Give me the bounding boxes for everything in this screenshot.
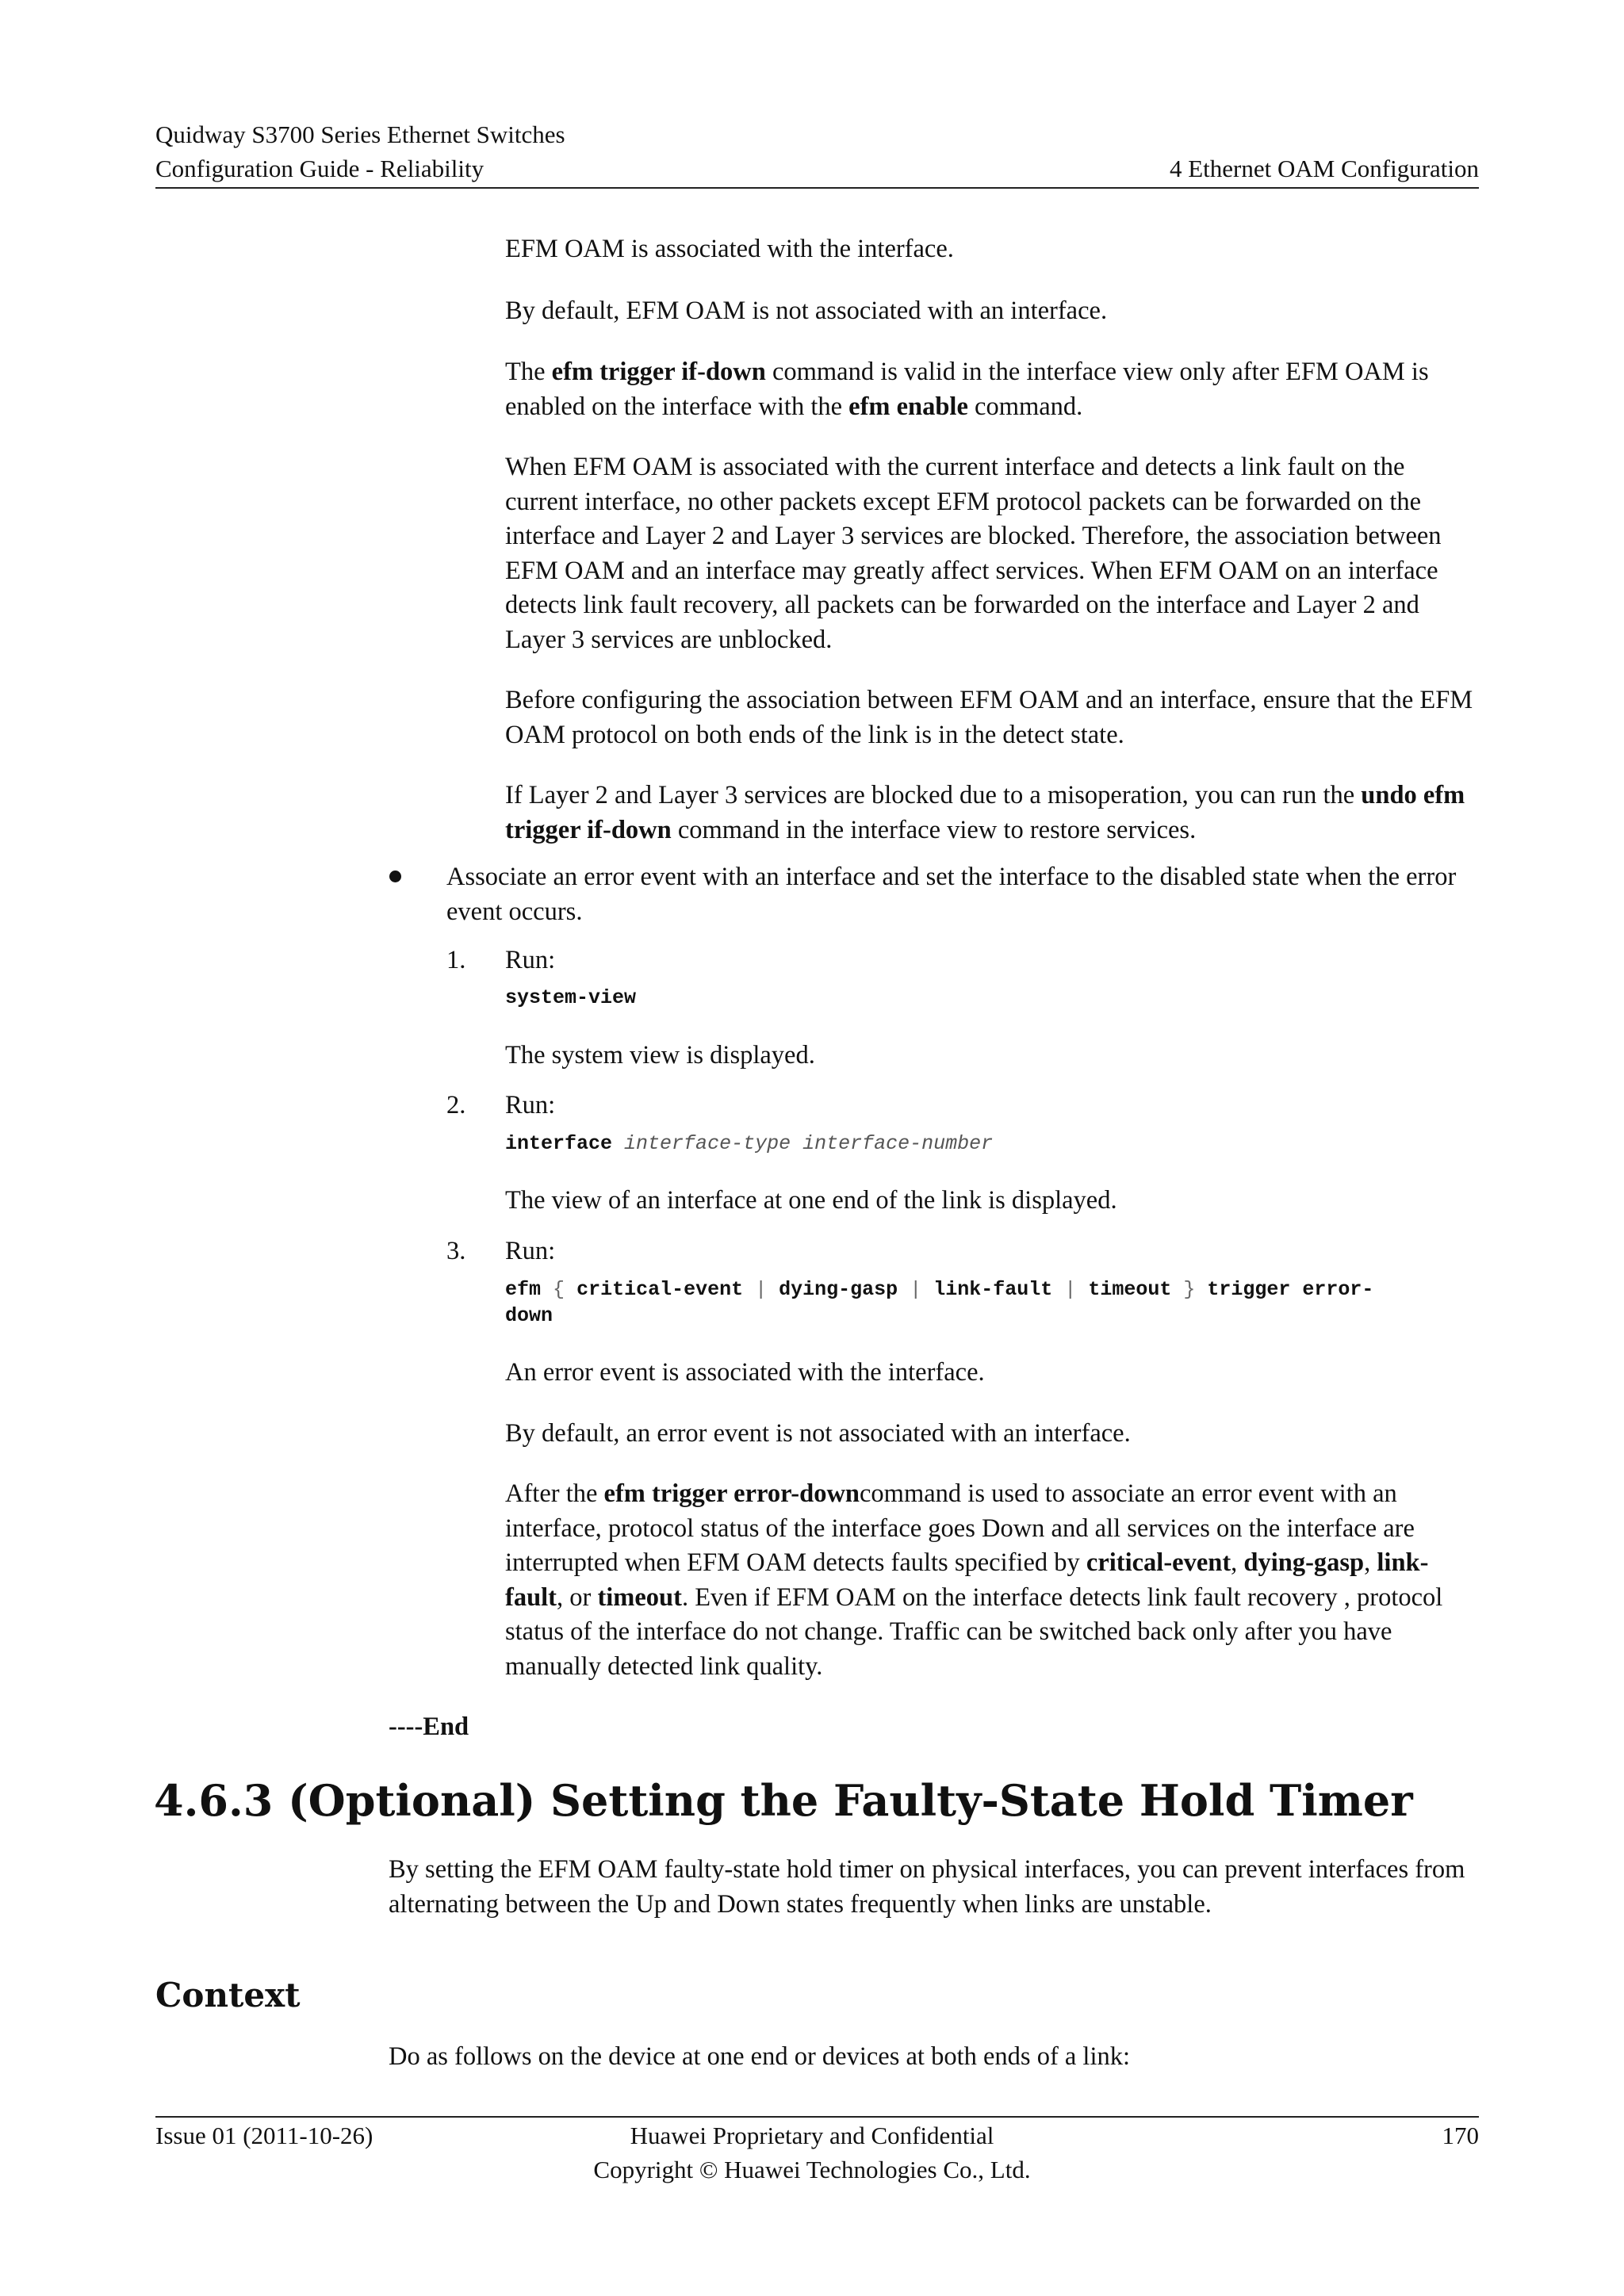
step-description: The view of an interface at one end of the link is displayed. [505,1186,1117,1215]
paragraph: If Layer 2 and Layer 3 services are blocked due to a misoperation, you can run the undo efm trigger if-down command in the interface view to restore services. [505,781,1465,844]
footer-confidential: Huawei Proprietary and Confidential [630,2122,994,2149]
command-keyword: efm trigger if-down [551,358,766,386]
step-description: An error event is associated with the interface. [505,1358,985,1387]
footer-copyright: Copyright © Huawei Technologies Co., Ltd. [593,2156,1031,2183]
step-number: 3. [446,1237,466,1265]
paragraph: EFM OAM is associated with the interface. [505,235,954,263]
command-line: interface interface-type interface-number [505,1132,994,1155]
command-keyword: efm enable [848,392,968,421]
paragraph: When EFM OAM is associated with the current interface and detects a link fault on the current interface, no other packets except EFM protocol packets can be forwarded on the interface and Layer 2 and Layer 3 services are blocked. Therefore, the association between EFM OAM and an interface may greatly affect services. When EFM OAM on an interface detects link fault recovery, all packets can be forwarded on the interface and Layer 2 and Layer 3 services are unblocked. [505,453,1442,654]
step-run-label: Run: [505,1237,556,1265]
header-section: 4 Ethernet OAM Configuration [1169,155,1479,182]
bullet-dot [389,871,401,882]
context-text: Do as follows on the device at one end or devices at both ends of a link: [389,2042,1131,2071]
command-line: system-view [505,986,637,1009]
paragraph: By default, EFM OAM is not associated with an interface. [505,297,1108,325]
footer-rule [155,2116,1479,2118]
step-run-label: Run: [505,1091,556,1119]
step-description: The system view is displayed. [505,1041,815,1070]
section-intro: By setting the EFM OAM faulty-state hold timer on physical interfaces, you can prevent interfaces from alternating between the Up and Down states frequently when links are unstable. [389,1855,1465,1919]
command-line-continuation: down [505,1304,553,1327]
page-number: 170 [1442,2122,1479,2149]
paragraph: After the efm trigger error-downcommand is used to associate an error event with an interface, protocol status of the interface goes Down and all services on the interface are interrupted when EFM OAM detects faults specified by critical-event, dying-gasp, link-fault, or timeout. Even if EFM OAM on the interface detects link fault recovery , protocol status of the interface do not change. Traffic can be switched back only after you have manually detected link quality. [505,1479,1443,1681]
bullet-text: Associate an error event with an interface and set the interface to the disabled state when the error event occurs. [446,863,1457,926]
command-line: efm { critical-event | dying-gasp | link-fault | timeout } trigger error- [505,1278,1374,1301]
step-run-label: Run: [505,946,556,974]
command-keyword: undo efm trigger if-down [505,781,1465,844]
step-number: 2. [446,1091,466,1119]
header-doc-subtitle: Configuration Guide - Reliability [155,155,485,182]
command-keyword: efm trigger error-down [603,1479,860,1508]
step-number: 1. [446,946,466,974]
paragraph: Before configuring the association between EFM OAM and an interface, ensure that the EFM OAM protocol on both ends of the link is in the detect state. [505,686,1473,749]
paragraph: By default, an error event is not associated with an interface. [505,1419,1131,1448]
section-heading: 4.6.3 (Optional) Setting the Faulty-State Hold Timer [154,1775,1413,1826]
paragraph: The efm trigger if-down command is valid in the interface view only after EFM OAM is enabled on the interface with the efm enable command. [505,358,1429,421]
end-marker: ----End [389,1712,469,1741]
header-rule [155,187,1479,189]
header-doc-title: Quidway S3700 Series Ethernet Switches [155,121,565,148]
footer-issue: Issue 01 (2011-10-26) [155,2122,373,2149]
context-heading: Context [155,1976,301,2015]
